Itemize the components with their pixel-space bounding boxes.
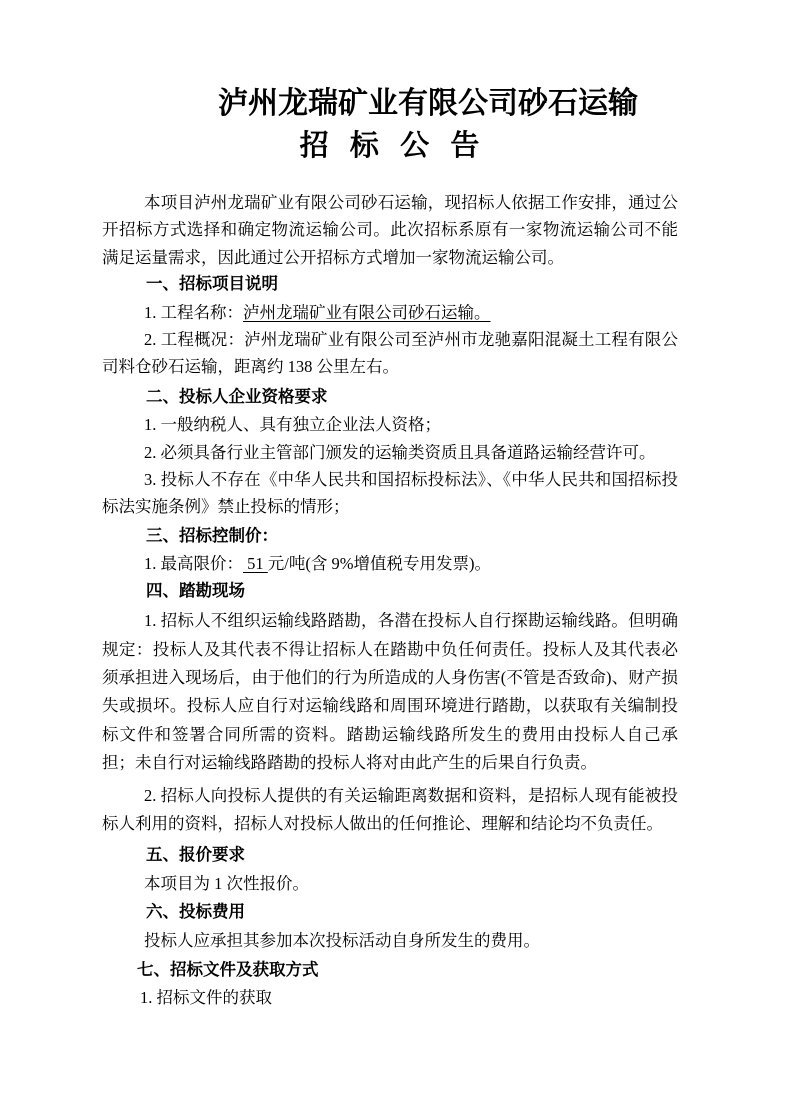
project-name-underlined: 泸州龙瑞矿业有限公司砂石运输。 bbox=[243, 302, 491, 322]
section-4-item-2: 2. 招标人向投标人提供的有关运输距离数据和资料，是招标人现有能被投标人利用的资料，招标人对投标人做出的任何推论、理解和结论均不负责任。 bbox=[102, 785, 678, 833]
section-1-heading: 一、招标项目说明 bbox=[146, 275, 278, 294]
section-1-item-1 bbox=[102, 299, 678, 326]
section-3-item-1 bbox=[102, 550, 678, 577]
section-2-item-1: 1. 一般纳税人、具有独立企业法人资格； bbox=[144, 415, 441, 435]
price-limit-label: 1. 最高限价： bbox=[144, 554, 243, 574]
project-name-label: 1. 工程名称： bbox=[144, 302, 243, 322]
section-7-item-1: 1. 招标文件的获取 bbox=[140, 988, 272, 1008]
price-limit-unit: 元/吨(含 9%增值税专用发票)。 bbox=[267, 554, 491, 574]
section-5-body: 本项目为 1 次性报价。 bbox=[144, 873, 309, 893]
intro-paragraph: 本项目泸州龙瑞矿业有限公司砂石运输，现招标人依据工作安排，通过公开招标方式选择和确定物流运输公司。此次招标系原有一家物流运输公司不能满足运量需求，因此通过公开招标方式增加一家物流运输公司。 bbox=[102, 193, 678, 267]
price-limit-value-underlined: 51 bbox=[243, 554, 268, 574]
section-5-heading: 五、报价要求 bbox=[146, 846, 245, 865]
section-4-heading: 四、踏勘现场 bbox=[146, 581, 245, 600]
section-2-heading: 二、投标人企业资格要求 bbox=[146, 387, 328, 406]
document-title-line2: 招 标 公 告 bbox=[299, 130, 487, 162]
section-2-item-3: 3. 投标人不存在《中华人民共和国招标投标法》、《中华人民共和国招标投标法实施条例》禁止投标的情形； bbox=[102, 470, 678, 517]
section-4-item-1: 1. 招标人不组织运输线路踏勘，各潜在投标人自行探勘运输线路。但明确规定：投标人及其代表不得让招标人在踏勘中负任何责任。投标人及其代表必须承担进入现场后，由于他们的行为所造成的人身伤害(不管是否致命)、财产损失或损坏。投标人应自行对运输线路和周围环境进行踏勘，以获取有关编制投标文件和签署合同所需的资料。踏勘运输线路所发生的费用由投标人自己承担；未自行对运输线路踏勘的投标人将对由此产生的后果自行负责。 bbox=[102, 611, 678, 773]
section-6-heading: 六、投标费用 bbox=[146, 903, 245, 922]
document-title-line1: 泸州龙瑞矿业有限公司砂石运输 bbox=[218, 87, 638, 120]
section-6-body: 投标人应承担其参加本次投标活动自身所发生的费用。 bbox=[144, 930, 540, 950]
section-2-item-2: 2. 必须具备行业主管部门颁发的运输类资质且具备道路运输经营许可。 bbox=[144, 442, 656, 462]
section-3-heading: 三、招标控制价： bbox=[146, 526, 278, 545]
document-content bbox=[102, 85, 678, 1012]
section-7-heading: 七、招标文件及获取方式 bbox=[137, 960, 319, 979]
section-1-item-2: 2. 工程概况：泸州龙瑞矿业有限公司至泸州市龙驰嘉阳混凝土工程有限公司料仓砂石运输，距离约 138 公里左右。 bbox=[102, 330, 678, 377]
